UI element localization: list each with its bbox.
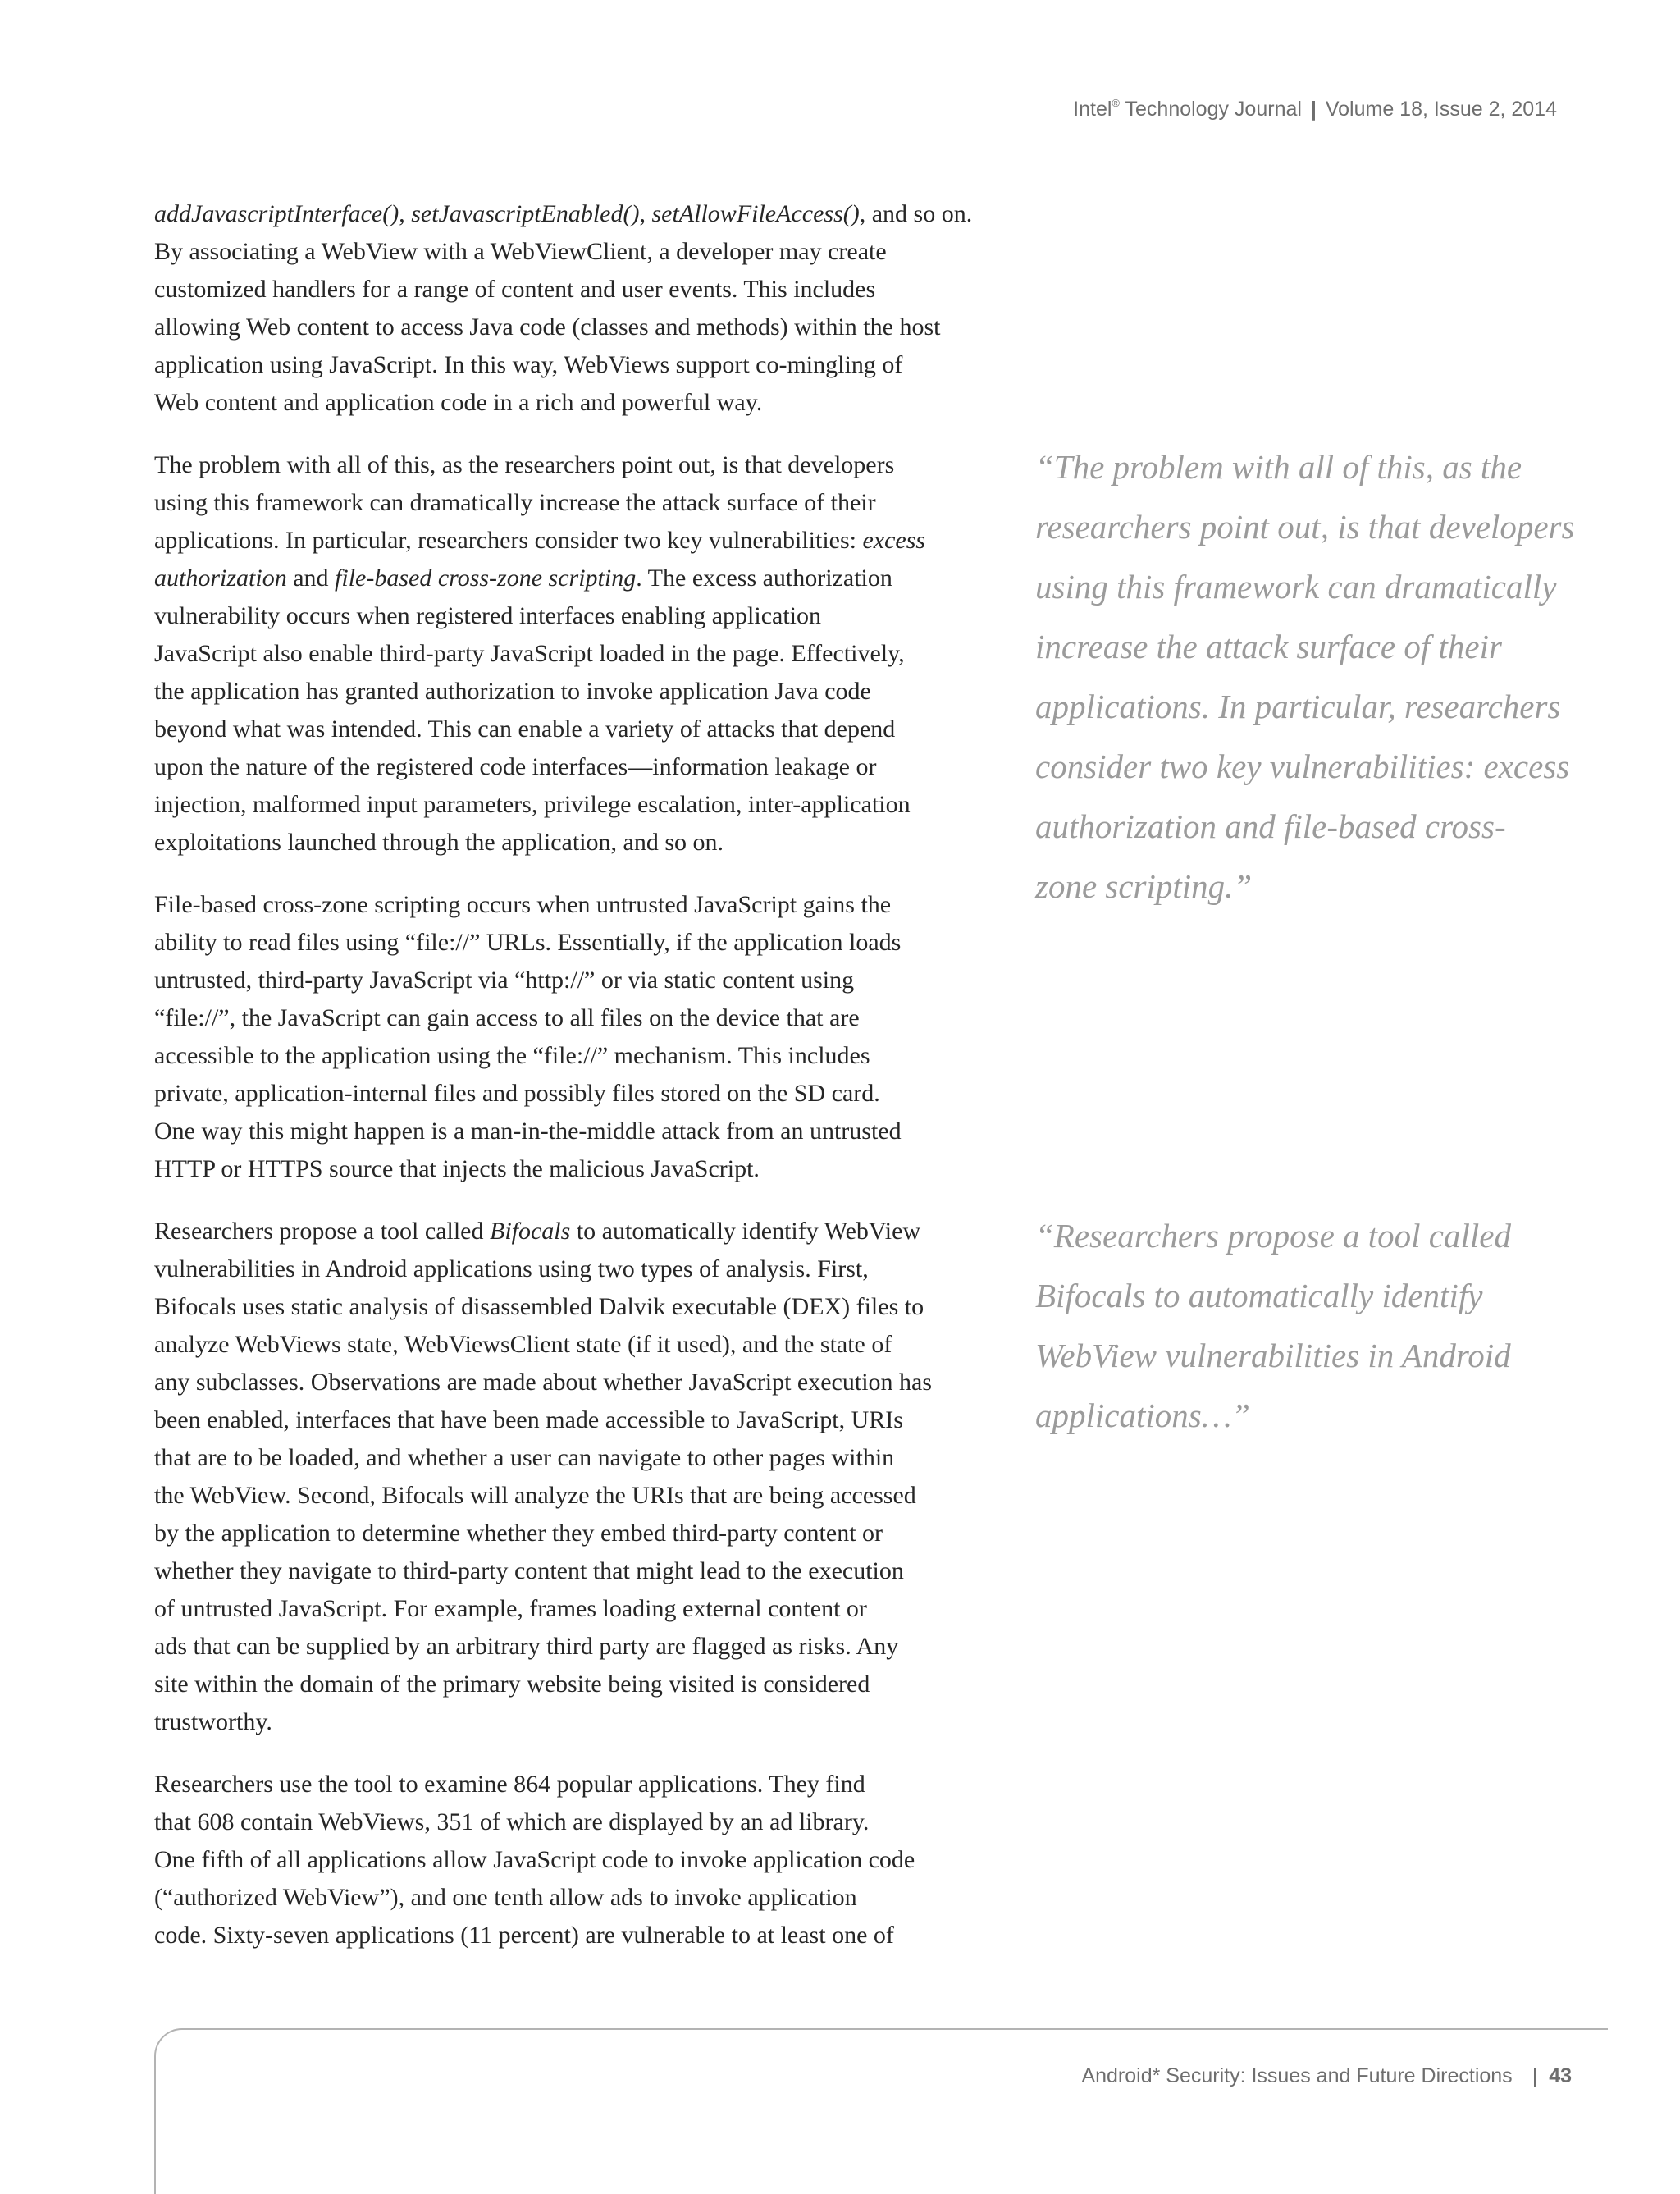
pull-quote-line: Bifocals to automatically identify (1035, 1277, 1483, 1314)
text-line: One way this might happen is a man-in-the-middle attack from an untrusted (154, 1118, 902, 1145)
text-line: been enabled, interfaces that have been made accessible to JavaScript, URIs (154, 1406, 903, 1433)
pull-quote-line: authorization and file-based cross- (1035, 807, 1506, 845)
pull-quote-line: “The problem with all of this, as the (1035, 448, 1522, 486)
text-line: the application has granted authorization to invoke application Java code (154, 678, 871, 705)
text-line: vulnerabilities in Android applications using two types of analysis. First, (154, 1255, 869, 1282)
text-line: untrusted, third-party JavaScript via “http://” or via static content using (154, 967, 855, 994)
text-line: by the application to determine whether they embed third-party content or (154, 1520, 883, 1547)
text-line (154, 560, 993, 597)
text-line: site within the domain of the primary website being visited is considered (154, 1671, 870, 1698)
text-fragment: , (399, 200, 412, 227)
text-line: Researchers use the tool to examine 864 popular applications. They find (154, 1771, 865, 1798)
text-line: One fifth of all applications allow JavaScript code to invoke application code (154, 1846, 915, 1873)
article-body (154, 195, 993, 1979)
text-line: application using JavaScript. In this way, WebViews support co-mingling of (154, 351, 903, 378)
text-line: code. Sixty-seven applications (11 percent) are vulnerable to at least one of (154, 1922, 894, 1949)
text-line: allowing Web content to access Java code (classes and methods) within the host (154, 313, 941, 341)
text-line: any subclasses. Observations are made about whether JavaScript execution has (154, 1369, 933, 1396)
header-brand: Intel (1073, 98, 1112, 121)
text-line: ads that can be supplied by an arbitrary third party are flagged as risks. Any (154, 1633, 899, 1660)
pull-quote-line: consider two key vulnerabilities: excess (1035, 747, 1570, 785)
header-issue: Volume 18, Issue 2, 2014 (1325, 98, 1557, 121)
text-fragment: . The excess authorization (636, 564, 892, 592)
header-separator: | (1310, 98, 1317, 121)
text-fragment: to automatically identify WebView (570, 1218, 921, 1245)
paragraph-5 (154, 1766, 993, 1954)
text-fragment: , and so on. (859, 200, 973, 227)
text-fragment: applications. In particular, researchers consider two key vulnerabilities: (154, 527, 863, 554)
text-line: The problem with all of this, as the researchers point out, is that developers (154, 451, 895, 478)
text-line: using this framework can dramatically increase the attack surface of their (154, 489, 876, 516)
text-line: private, application-internal files and possibly files stored on the SD card. (154, 1080, 880, 1107)
header-journal: Technology Journal (1120, 98, 1302, 121)
text-line: of untrusted JavaScript. For example, frames loading external content or (154, 1595, 867, 1622)
text-fragment: , (639, 200, 652, 227)
paragraph-4 (154, 1213, 993, 1741)
paragraph-3 (154, 886, 993, 1188)
text-line: accessible to the application using the “file://” mechanism. This includes (154, 1042, 870, 1069)
text-line: that are to be loaded, and whether a user can navigate to other pages within (154, 1444, 895, 1471)
pull-quote-line: increase the attack surface of their (1035, 628, 1502, 665)
pull-quote-line: using this framework can dramatically (1035, 568, 1557, 606)
paragraph-2 (154, 446, 993, 862)
text-line: beyond what was intended. This can enable a variety of attacks that depend (154, 715, 896, 743)
pull-quote-line: WebView vulnerabilities in Android (1035, 1337, 1511, 1374)
text-line: Web content and application code in a rich and powerful way. (154, 389, 763, 416)
text-line (154, 195, 993, 233)
text-line: File-based cross-zone scripting occurs when untrusted JavaScript gains the (154, 891, 892, 918)
text-line (154, 1213, 993, 1250)
footer-separator: | (1532, 2064, 1538, 2087)
text-line: the WebView. Second, Bifocals will analyze the URIs that are being accessed (154, 1482, 916, 1509)
running-header (1073, 97, 1557, 121)
footer-article-title: Android* Security: Issues and Future Directions (1081, 2064, 1513, 2087)
text-line: “file://”, the JavaScript can gain access to all files on the device that are (154, 1004, 860, 1031)
pull-quote-1 (1035, 437, 1577, 916)
paragraph-1 (154, 195, 993, 422)
pull-quote-2 (1035, 1206, 1577, 1446)
text-line: Bifocals uses static analysis of disassembled Dalvik executable (DEX) files to (154, 1293, 924, 1320)
text-line: whether they navigate to third-party content that might lead to the execution (154, 1557, 904, 1584)
page-number: 43 (1549, 2064, 1572, 2087)
code-method-name: addJavascriptInterface() (154, 200, 399, 227)
text-line: HTTP or HTTPS source that injects the malicious JavaScript. (154, 1155, 760, 1182)
emphasis-term: file-based cross-zone scripting (335, 564, 637, 592)
code-method-name: setAllowFileAccess() (651, 200, 860, 227)
pull-quote-line: applications…” (1035, 1396, 1250, 1434)
code-method-name: setJavascriptEnabled() (411, 200, 640, 227)
text-line: trustworthy. (154, 1708, 272, 1735)
text-line: By associating a WebView with a WebViewClient, a developer may create (154, 238, 887, 265)
text-line: customized handlers for a range of content and user events. This includes (154, 276, 876, 303)
text-fragment: and (286, 564, 336, 592)
running-footer (1081, 2064, 1572, 2088)
text-line: (“authorized WebView”), and one tenth allow ads to invoke application (154, 1884, 857, 1911)
text-line: vulnerability occurs when registered interfaces enabling application (154, 602, 822, 629)
text-line (154, 522, 993, 560)
pull-quote-line: researchers point out, is that developers (1035, 508, 1575, 546)
pull-quote-line: applications. In particular, researchers (1035, 688, 1561, 725)
text-fragment: Researchers propose a tool called (154, 1218, 490, 1245)
text-line: upon the nature of the registered code interfaces—information leakage or (154, 753, 877, 780)
pull-quote-line: zone scripting.” (1035, 867, 1253, 905)
text-line: that 608 contain WebViews, 351 of which are displayed by an ad library. (154, 1808, 870, 1835)
pull-quote-line: “Researchers propose a tool called (1035, 1217, 1511, 1255)
text-line: exploitations launched through the application, and so on. (154, 829, 724, 856)
emphasis-term: authorization (154, 564, 287, 592)
text-line: JavaScript also enable third-party JavaScript loaded in the page. Effectively, (154, 640, 905, 667)
text-line: injection, malformed input parameters, privilege escalation, inter-application (154, 791, 911, 818)
tool-name: Bifocals (490, 1218, 571, 1245)
registered-mark: ® (1112, 97, 1121, 109)
text-line: analyze WebViews state, WebViewsClient state (if it used), and the state of (154, 1331, 892, 1358)
emphasis-term: excess (862, 527, 926, 554)
text-line: ability to read files using “file://” URLs. Essentially, if the application loads (154, 929, 902, 956)
